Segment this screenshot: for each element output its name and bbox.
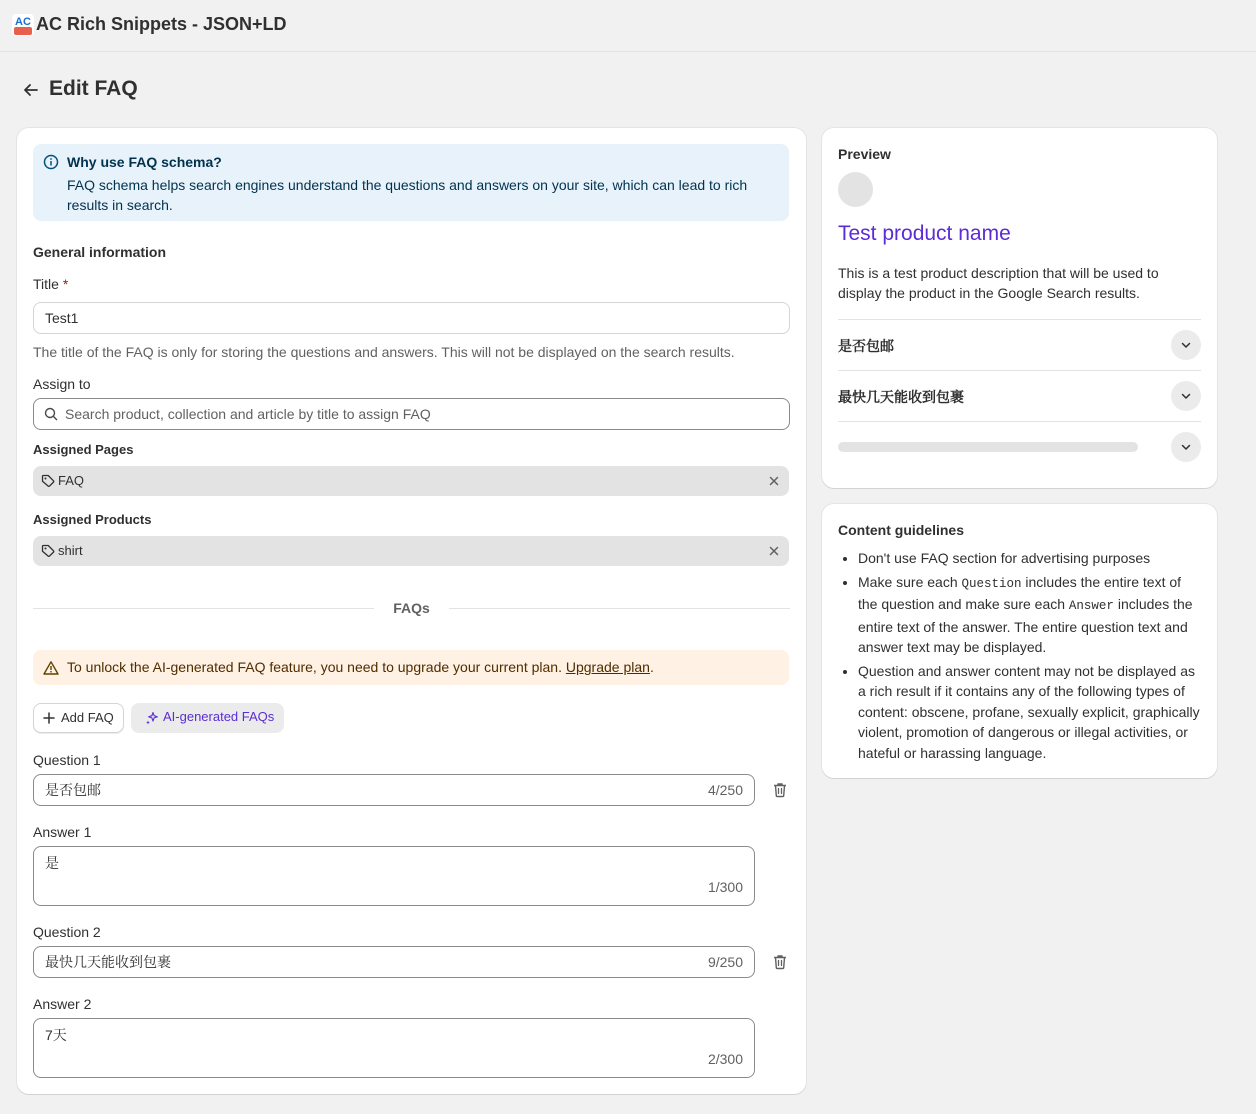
preview-question-placeholder <box>838 442 1138 452</box>
answer-2-value: 7天 <box>45 1027 67 1043</box>
answer-1-label: Answer 1 <box>33 824 92 840</box>
preview-favicon <box>838 172 873 207</box>
add-faq-label: Add FAQ <box>61 710 114 725</box>
question-1-input[interactable] <box>33 774 755 806</box>
assign-search-placeholder: Search product, collection and article by title to assign FAQ <box>65 406 431 422</box>
tag-icon <box>41 474 55 488</box>
app-logo <box>12 14 34 36</box>
guidelines-list <box>842 548 1202 767</box>
guideline-item: • Make sure each Question includes the entire text of the question and make sure each Answer includes the entire text of the answer. The entire question text and answer text may be displayed. <box>858 572 1202 658</box>
warning-icon <box>43 660 59 676</box>
question-1-char-count: 4/250 <box>707 782 743 798</box>
chevron-down-icon <box>1180 390 1192 402</box>
upgrade-warning-banner <box>33 650 789 685</box>
chevron-down-icon <box>1180 441 1192 453</box>
question-2-char-count: 9/250 <box>707 954 743 970</box>
required-indicator: * <box>62 276 69 292</box>
expand-button[interactable] <box>1171 432 1201 462</box>
question-1-value: 是否包邮 <box>45 782 101 798</box>
answer-2-char-count: 2/300 <box>707 1051 743 1067</box>
content-guidelines-card <box>822 504 1217 778</box>
title-help-text: The title of the FAQ is only for storing the questions and answers. This will not be displayed on the search results. <box>33 344 735 360</box>
answer-1-value: 是 <box>45 855 59 871</box>
trash-icon <box>771 953 789 971</box>
trash-icon <box>771 781 789 799</box>
title-input[interactable]: Test1 <box>33 302 790 334</box>
app-title: AC Rich Snippets - JSON+LD <box>36 14 287 34</box>
assigned-products-label: Assigned Products <box>33 512 152 527</box>
assigned-product-tag <box>33 536 789 566</box>
question-1-label: Question 1 <box>33 752 101 768</box>
ai-generated-faqs-button[interactable] <box>131 703 284 733</box>
plus-icon <box>43 712 55 724</box>
page-title: Edit FAQ <box>49 77 138 100</box>
info-banner-text: FAQ schema helps search engines understand the questions and answers on your site, which can lead to rich results in search. <box>67 177 748 213</box>
answer-code: Answer <box>1068 599 1114 614</box>
expand-button[interactable] <box>1171 330 1201 360</box>
expand-button[interactable] <box>1171 381 1201 411</box>
search-icon <box>44 407 58 421</box>
general-info-heading: General information <box>33 244 167 260</box>
assigned-pages-label: Assigned Pages <box>33 442 134 457</box>
preview-question-1: 是否包邮 <box>838 338 894 354</box>
preview-faq-item[interactable] <box>838 320 1201 370</box>
guideline-item: • Don't use FAQ section for advertising purposes <box>858 548 1202 568</box>
answer-1-char-count: 1/300 <box>707 879 743 895</box>
preview-question-2: 最快几天能收到包裹 <box>838 389 964 405</box>
preview-faq-item[interactable] <box>838 422 1201 472</box>
upgrade-plan-link[interactable]: Upgrade plan <box>565 659 650 675</box>
info-icon <box>43 154 59 170</box>
question-2-label: Question 2 <box>33 924 101 940</box>
preview-description: This is a test product description that will be used to display the product in the Google Search results. <box>838 265 1159 301</box>
guideline-item: • Question and answer content may not be displayed as a rich result if it contains any of the following types of content: obscene, profane, sexually explicit, graphically violent, promotion of dangerous or illegal activities, or hateful or harassing language. <box>858 661 1202 763</box>
question-2-value: 最快几天能收到包裹 <box>45 954 171 970</box>
assigned-page-tag-label: FAQ <box>58 473 85 488</box>
preview-heading: Preview <box>838 146 891 162</box>
assigned-product-tag-label: shirt <box>58 543 83 558</box>
assigned-page-tag <box>33 466 789 496</box>
answer-2-label: Answer 2 <box>33 996 92 1012</box>
faqs-divider-right <box>449 608 790 609</box>
close-icon[interactable] <box>769 546 779 556</box>
faq-form-card <box>17 128 806 1094</box>
question-2-input[interactable] <box>33 946 755 978</box>
chevron-down-icon <box>1180 339 1192 351</box>
preview-card <box>822 128 1217 488</box>
ai-generated-faqs-label: AI-generated FAQs <box>163 709 275 724</box>
faqs-divider-left <box>33 608 374 609</box>
svg-text:AC: AC <box>15 16 31 28</box>
back-button[interactable] <box>20 79 42 101</box>
delete-question-2-button[interactable] <box>771 953 789 971</box>
tag-icon <box>41 544 55 558</box>
delete-question-1-button[interactable] <box>771 781 789 799</box>
answer-2-textarea[interactable] <box>33 1018 755 1078</box>
question-code: Question <box>961 576 1022 591</box>
guidelines-heading: Content guidelines <box>838 522 964 538</box>
info-banner-title: Why use FAQ schema? <box>67 154 222 170</box>
assign-search-input[interactable] <box>33 398 790 430</box>
title-label: Title * <box>33 276 69 292</box>
back-arrow-icon <box>20 79 42 101</box>
preview-product-name[interactable]: Test product name <box>838 222 1011 245</box>
assign-to-label: Assign to <box>33 376 91 392</box>
info-banner <box>33 144 789 221</box>
preview-faq-item[interactable] <box>838 371 1201 421</box>
sparkle-icon <box>145 711 159 725</box>
answer-1-textarea[interactable] <box>33 846 755 906</box>
upgrade-warning-text: To unlock the AI-generated FAQ feature, you need to upgrade your current plan. Upgrade plan. <box>67 659 654 675</box>
add-faq-button[interactable] <box>33 703 124 733</box>
app-bar <box>0 0 1256 52</box>
faqs-divider-label: FAQs <box>393 600 430 616</box>
close-icon[interactable] <box>769 476 779 486</box>
